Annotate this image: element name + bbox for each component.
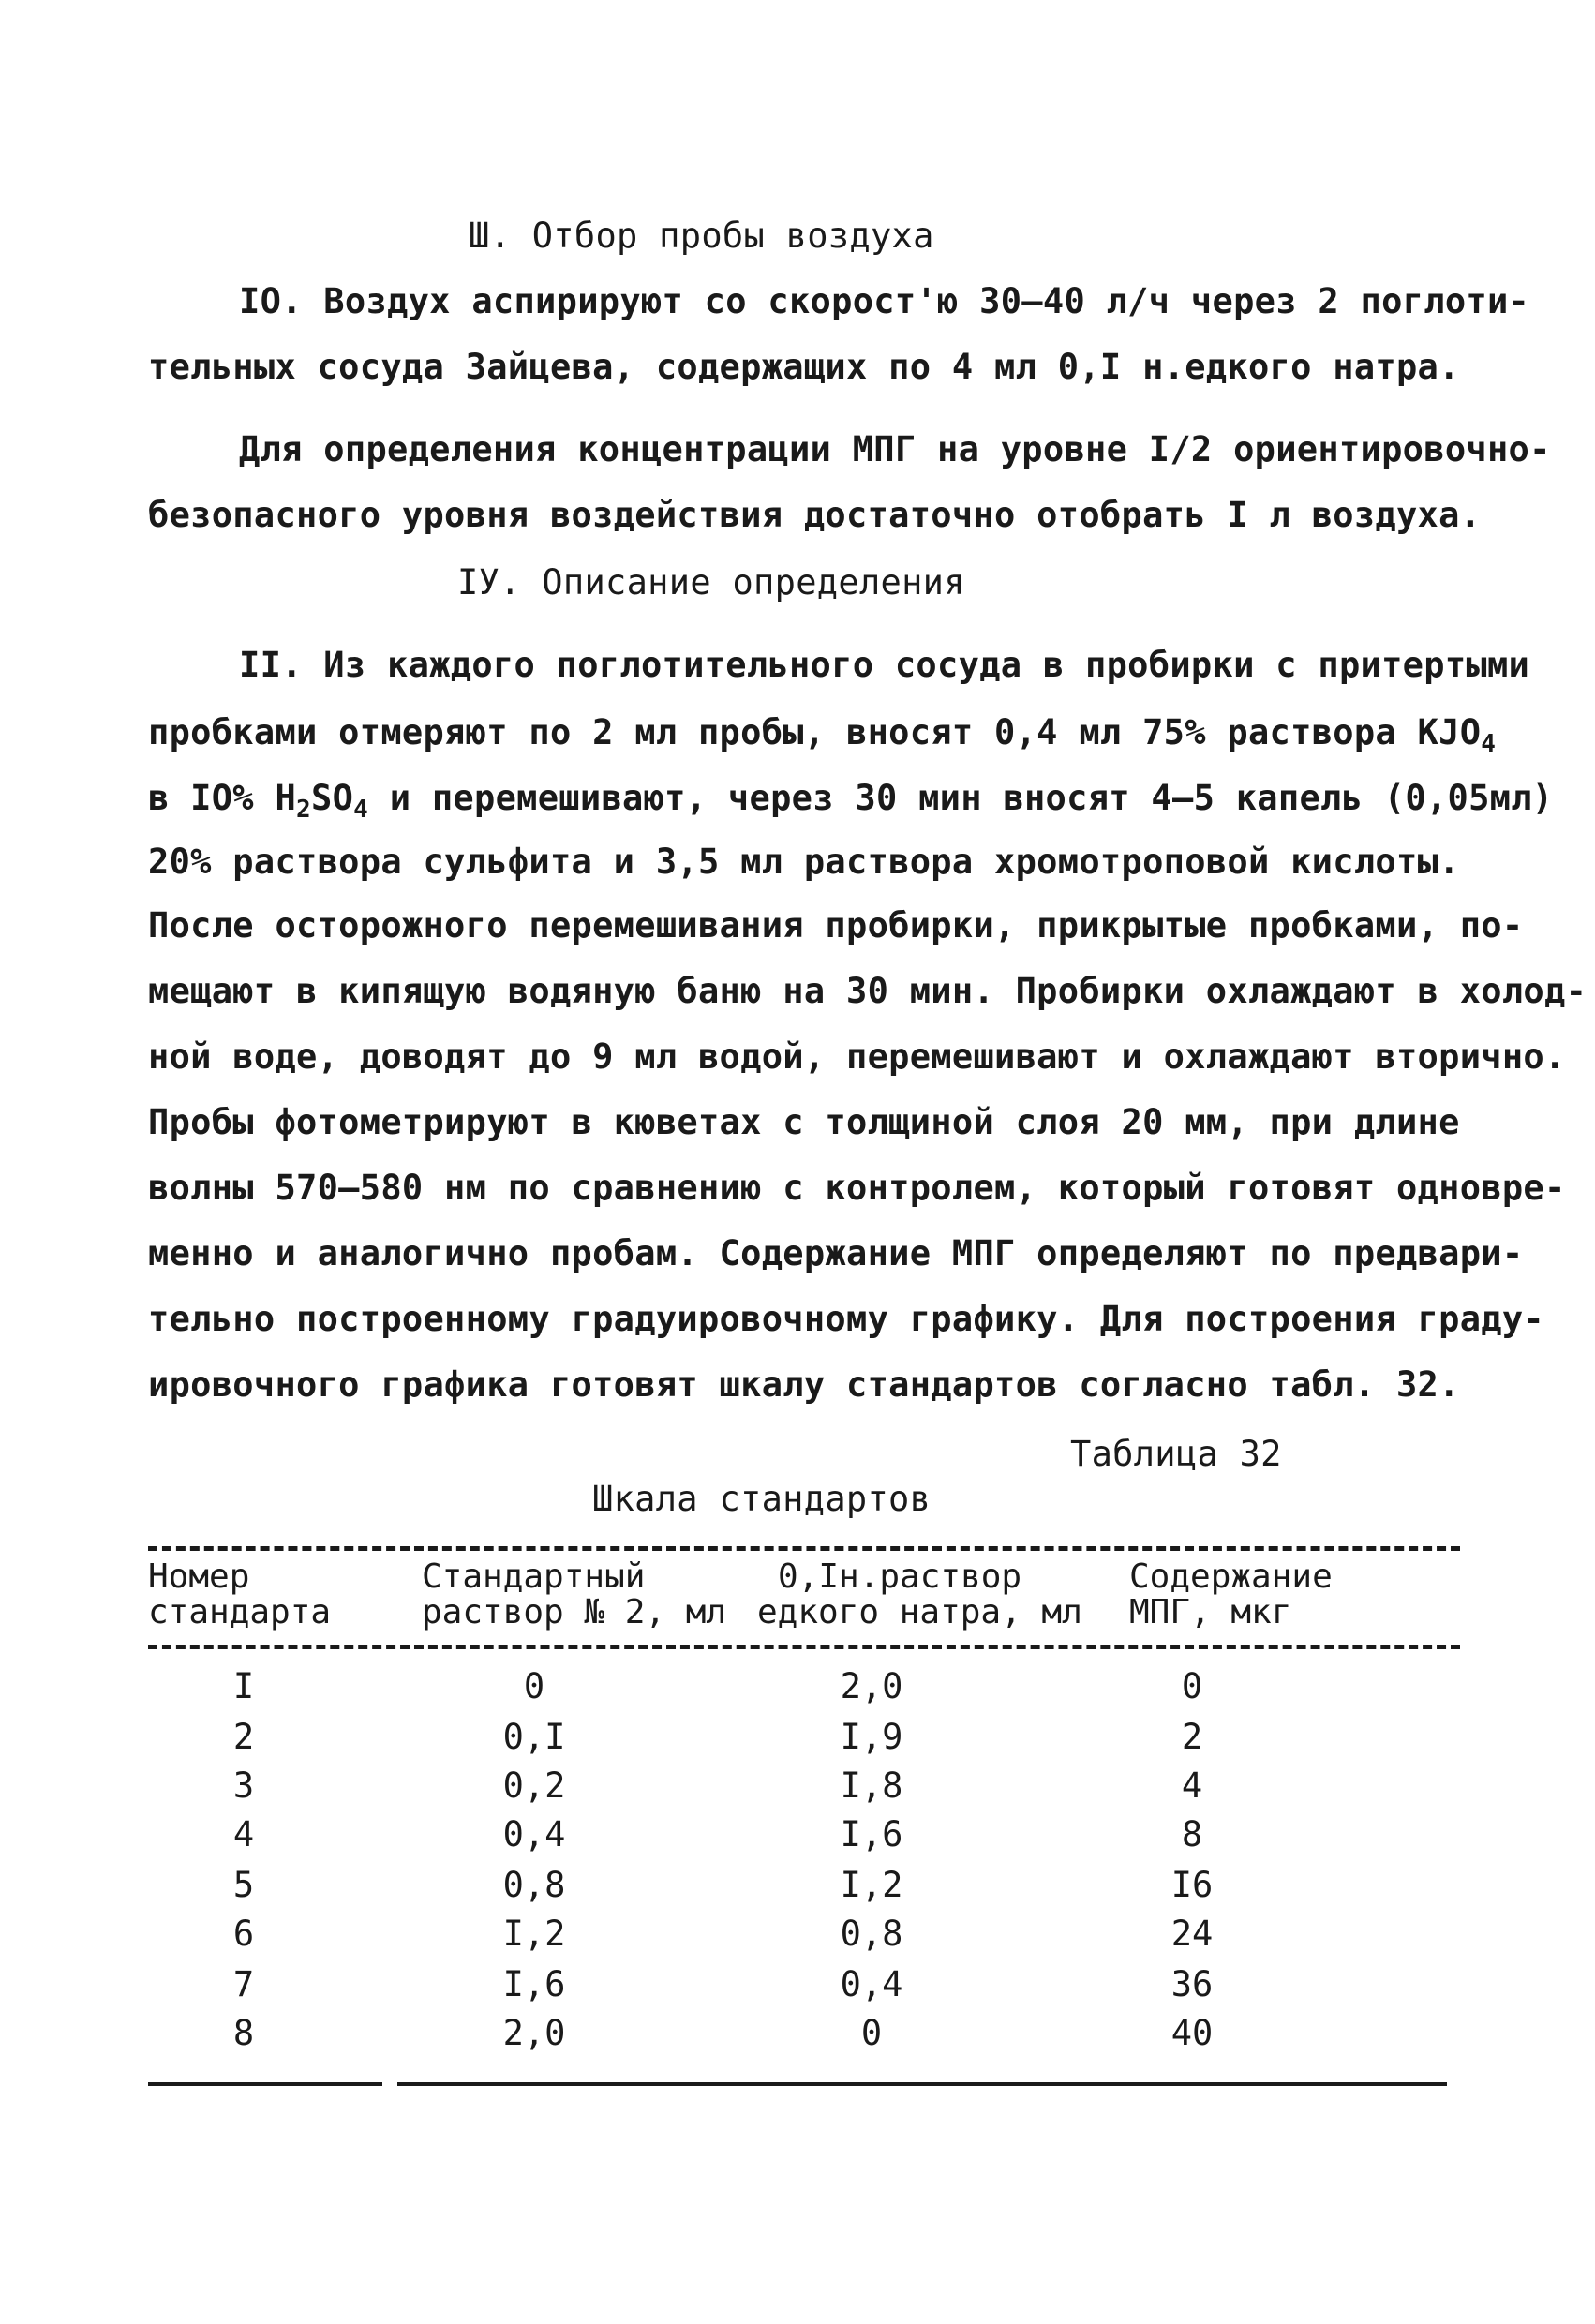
subscript: 4 — [1481, 730, 1497, 758]
cell-content: 4 — [1181, 1765, 1203, 1806]
paragraph-line: ировочного графика готовят шкалу стандартов согласно табл. 32. — [148, 1364, 1460, 1405]
cell-content: 36 — [1170, 1964, 1214, 2004]
paragraph-line: ной воде, доводят до 9 мл водой, перемешивают и охлаждают вторично. — [148, 1036, 1566, 1077]
paragraph-line: 20% раствора сульфита и 3,5 мл раствора хромотроповой кислоты. — [148, 842, 1460, 882]
cell-solution: 0,4 — [502, 1814, 566, 1855]
header-solution-2 — [422, 1559, 726, 1631]
cell-naoh: 2,0 — [840, 1666, 903, 1706]
cell-content: I6 — [1170, 1865, 1214, 1905]
cell-solution: 0,I — [502, 1717, 566, 1757]
paragraph-line: безопасного уровня воздействия достаточно отобрать I л воздуха. — [148, 495, 1482, 535]
cell-solution: 0,8 — [502, 1865, 566, 1905]
text-run: SO — [311, 778, 354, 818]
paragraph-line: тельно построенному градуировочному графику. Для построения граду- — [148, 1299, 1545, 1339]
subscript: 4 — [353, 796, 369, 824]
cell-number: 2 — [232, 1717, 255, 1757]
cell-number: 8 — [232, 2013, 255, 2053]
section-4-title: IУ. Описание определения — [457, 562, 965, 603]
cell-naoh: I,2 — [840, 1865, 903, 1905]
cell-number: 7 — [232, 1964, 255, 2004]
header-line: Содержание — [1129, 1557, 1333, 1596]
cell-content: 2 — [1181, 1717, 1203, 1757]
paragraph-line — [148, 778, 1554, 824]
table-header-rule — [148, 1645, 1460, 1649]
paragraph-line: Пробы фотометрируют в кюветах с толщиной слоя 20 мм, при длине — [148, 1102, 1460, 1142]
cell-content: 40 — [1170, 2013, 1214, 2053]
cell-naoh: 0,8 — [840, 1914, 903, 1954]
table-label: Таблица 32 — [1070, 1434, 1282, 1474]
paragraph-line: мещают в кипящую водяную баню на 30 мин. Пробирки охлаждают в холод- — [148, 971, 1588, 1011]
paragraph-line: Для определения концентрации МПГ на уровне I/2 ориентировочно- — [239, 429, 1551, 469]
paragraph-line: II. Из каждого поглотительного сосуда в пробирки с притертыми — [239, 645, 1530, 685]
paragraph-line: волны 570–580 нм по сравнению с контролем, который готовят одновре- — [148, 1168, 1566, 1208]
cell-naoh: I,6 — [840, 1814, 903, 1855]
cell-content: 24 — [1170, 1914, 1214, 1954]
cell-solution: I,2 — [502, 1914, 566, 1954]
section-3-title: Ш. Отбор пробы воздуха — [469, 216, 934, 256]
text-run: в IO% H — [148, 778, 297, 818]
header-content — [1129, 1559, 1333, 1631]
cell-number: 3 — [232, 1765, 255, 1806]
cell-number: 6 — [232, 1914, 255, 1954]
cell-number: 5 — [232, 1865, 255, 1905]
header-line: Стандартный — [422, 1557, 646, 1596]
cell-solution: 0 — [523, 1666, 545, 1706]
cell-naoh: I,8 — [840, 1765, 903, 1806]
cell-number: 4 — [232, 1814, 255, 1855]
paragraph-line: менно и аналогично пробам. Содержание МПГ определяют по предвари- — [148, 1233, 1524, 1274]
cell-solution: 2,0 — [502, 2013, 566, 2053]
table-bottom-rule-right — [397, 2082, 1447, 2086]
cell-content: 0 — [1181, 1666, 1203, 1706]
cell-number: I — [232, 1666, 255, 1706]
cell-naoh: 0 — [860, 2013, 883, 2053]
cell-content: 8 — [1181, 1814, 1203, 1855]
table-title: Шкала стандартов — [592, 1479, 932, 1519]
header-naoh — [757, 1559, 1082, 1631]
cell-solution: I,6 — [502, 1964, 566, 2004]
header-line: 0,Iн.раствор — [778, 1557, 1022, 1596]
header-line: раствор № 2, мл — [422, 1593, 727, 1631]
header-line: Номер — [148, 1557, 250, 1596]
header-line: МПГ, мкг — [1129, 1593, 1292, 1631]
text-run: пробками отмеряют по 2 мл пробы, вносят 0,4 мл 75% раствора KJO — [148, 712, 1482, 752]
header-line: стандарта — [148, 1593, 332, 1631]
paragraph-line: тельных сосуда Зайцева, содержащих по 4 мл 0,I н.едкого натра. — [148, 347, 1460, 387]
paragraph-line: IO. Воздух аспирируют со скорост'ю 30–40 л/ч через 2 поглоти- — [239, 281, 1530, 321]
cell-naoh: 0,4 — [840, 1964, 903, 2004]
paragraph-line — [148, 712, 1497, 758]
table-bottom-rule-left — [148, 2082, 382, 2086]
cell-solution: 0,2 — [502, 1765, 566, 1806]
cell-naoh: I,9 — [840, 1717, 903, 1757]
table-top-rule — [148, 1546, 1460, 1551]
paragraph-line: После осторожного перемешивания пробирки, прикрытые пробками, по- — [148, 905, 1524, 946]
header-number — [148, 1559, 331, 1631]
text-run: и перемешивают, через 30 мин вносят 4–5 капель (0,05мл) — [368, 778, 1554, 818]
subscript: 2 — [296, 796, 311, 824]
header-line: едкого натра, мл — [757, 1593, 1082, 1631]
